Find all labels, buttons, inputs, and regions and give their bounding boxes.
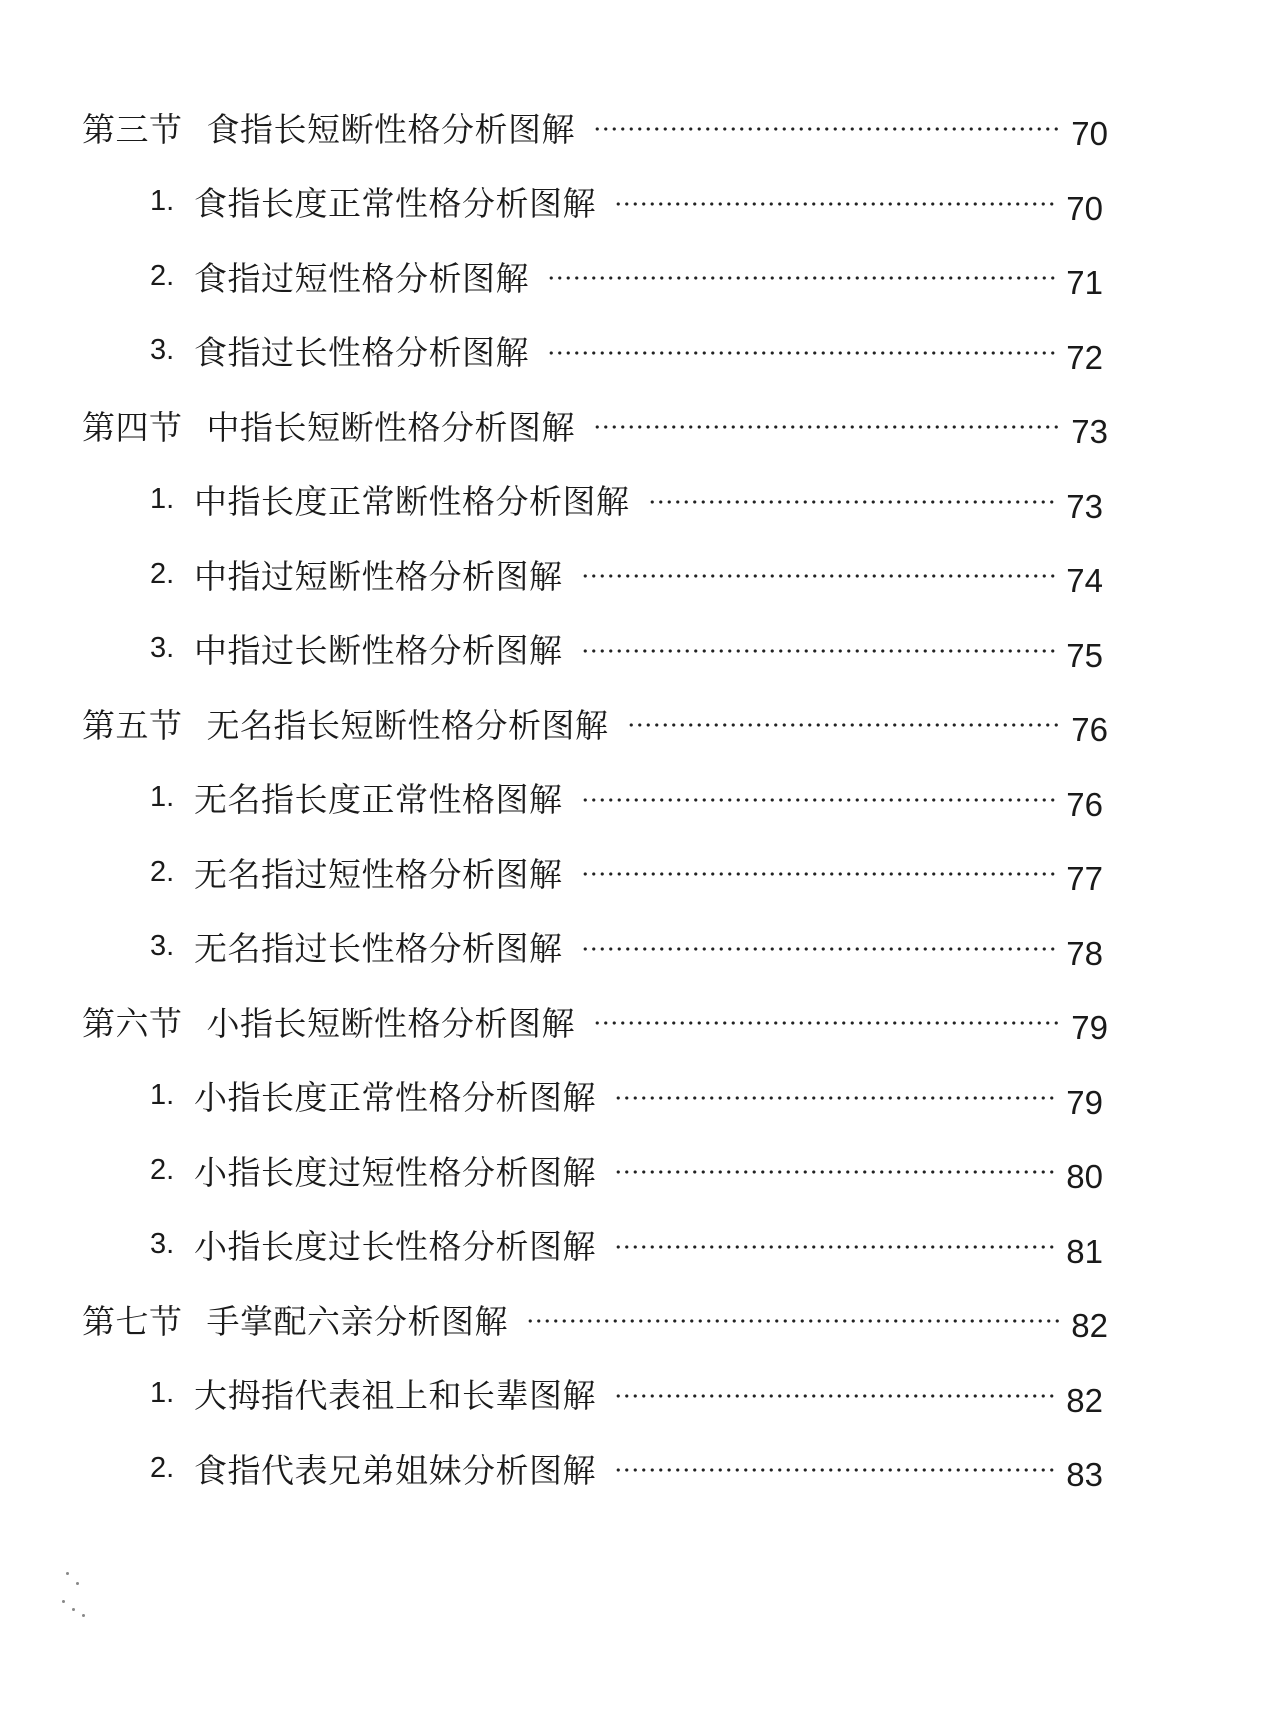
toc-page-number: 80 [1066,1158,1103,1196]
section-title: 无名指长短断性格分析图解 [206,705,609,745]
toc-subsection-entry[interactable] [0,165,1268,240]
toc-section-entry[interactable] [0,686,1268,761]
toc-entry-number: 2. [150,855,175,888]
toc-entry-number: 3. [150,1228,175,1261]
toc-entry-number: 1. [150,185,175,218]
dot-leader [593,425,1060,429]
section-title: 手掌配六亲分析图解 [206,1301,508,1341]
toc-entry-title: 食指长度正常性格分析图解 [194,184,596,224]
scan-speck [66,1572,69,1575]
toc-subsection-entry[interactable] [0,910,1268,985]
dot-leader [547,351,1055,355]
toc-entry-title: 食指代表兄弟姐妹分析图解 [194,1450,596,1490]
section-label: 第五节 [82,705,183,745]
dot-leader [581,947,1056,951]
toc-page-number: 79 [1071,1009,1108,1047]
dot-leader [648,500,1056,504]
toc-entry-title: 中指过短断性格分析图解 [194,556,563,596]
toc-subsection-entry[interactable] [0,835,1268,910]
toc-section-entry[interactable] [0,90,1268,165]
dot-leader [593,1021,1060,1025]
toc-page-number: 81 [1066,1232,1103,1270]
toc-entry-title: 小指长度过长性格分析图解 [194,1227,596,1267]
toc-entry-title: 中指过长断性格分析图解 [194,631,563,671]
toc-subsection-entry[interactable] [0,761,1268,836]
toc-entry-title: 无名指过长性格分析图解 [194,929,563,969]
toc-entry-title [82,998,575,1045]
toc-section-entry[interactable] [0,1282,1268,1357]
toc-page-number: 71 [1066,264,1103,302]
dot-leader [526,1319,1060,1323]
toc-entry-number: 3. [150,334,175,367]
toc-page-number: 83 [1066,1456,1103,1494]
toc-entry-number: 2. [150,259,175,292]
toc-section-entry[interactable] [0,388,1268,463]
section-label: 第三节 [82,109,183,149]
toc-entry-title [82,402,575,449]
toc-subsection-entry[interactable] [0,1059,1268,1134]
toc-page-number: 73 [1071,413,1108,451]
toc-page-number: 70 [1071,115,1108,153]
section-label: 第七节 [82,1301,183,1341]
toc-page-number: 70 [1066,189,1103,227]
toc-entry-title: 大拇指代表祖上和长辈图解 [194,1376,596,1416]
toc-entry-number: 2. [150,1153,175,1186]
toc-page-number: 72 [1066,338,1103,376]
toc-entry-number: 1. [150,1079,175,1112]
scan-specks [62,1570,102,1630]
toc-page-number: 82 [1071,1307,1108,1345]
scan-speck [72,1608,75,1611]
toc-entry-title: 无名指长度正常性格图解 [194,780,563,820]
dot-leader [581,872,1056,876]
dot-leader [547,276,1055,280]
toc-entry-number: 1. [150,483,175,516]
dot-leader [581,798,1056,802]
toc-subsection-entry[interactable] [0,1133,1268,1208]
toc-page-number: 76 [1066,785,1103,823]
toc-entry-title [82,104,575,151]
dot-leader [581,574,1056,578]
toc-entry-number: 2. [150,557,175,590]
toc-subsection-entry[interactable] [0,314,1268,389]
dot-leader [627,723,1061,727]
dot-leader [614,202,1055,206]
scan-speck [62,1600,65,1603]
dot-leader [614,1245,1055,1249]
toc-page-number: 74 [1066,562,1103,600]
toc-entry-title: 无名指过短性格分析图解 [194,854,563,894]
section-title: 中指长短断性格分析图解 [206,407,575,447]
toc-page-number: 79 [1066,1083,1103,1121]
dot-leader [614,1096,1055,1100]
toc-page-number: 77 [1066,860,1103,898]
dot-leader [593,127,1060,131]
toc-section-entry[interactable] [0,984,1268,1059]
toc-entry-title: 食指过短性格分析图解 [194,258,529,298]
toc-subsection-entry[interactable] [0,239,1268,314]
table-of-contents [0,90,1268,1506]
toc-entry-number: 3. [150,632,175,665]
scan-speck [82,1614,85,1617]
toc-entry-number: 2. [150,1451,175,1484]
toc-entry-title [82,1296,508,1343]
toc-subsection-entry[interactable] [0,1208,1268,1283]
dot-leader [581,649,1056,653]
toc-page-number: 73 [1066,487,1103,525]
toc-subsection-entry[interactable] [0,537,1268,612]
toc-entry-title: 小指长度正常性格分析图解 [194,1078,596,1118]
dot-leader [614,1394,1055,1398]
toc-subsection-entry[interactable] [0,1431,1268,1506]
section-label: 第四节 [82,407,183,447]
toc-page-number: 75 [1066,636,1103,674]
toc-entry-number: 1. [150,781,175,814]
dot-leader [614,1170,1055,1174]
toc-entry-title: 中指长度正常断性格分析图解 [194,482,630,522]
toc-page-number: 78 [1066,934,1103,972]
section-title: 小指长短断性格分析图解 [206,1003,575,1043]
dot-leader [614,1468,1055,1472]
toc-subsection-entry[interactable] [0,463,1268,538]
toc-entry-number: 1. [150,1377,175,1410]
toc-entry-number: 3. [150,930,175,963]
toc-entry-title [82,700,609,747]
toc-page-number: 76 [1071,711,1108,749]
toc-subsection-entry[interactable] [0,612,1268,687]
section-label: 第六节 [82,1003,183,1043]
toc-entry-title: 小指长度过短性格分析图解 [194,1152,596,1192]
toc-page-number: 82 [1066,1381,1103,1419]
toc-entry-title: 食指过长性格分析图解 [194,333,529,373]
scan-speck [76,1582,79,1585]
section-title: 食指长短断性格分析图解 [206,109,575,149]
toc-subsection-entry[interactable] [0,1357,1268,1432]
